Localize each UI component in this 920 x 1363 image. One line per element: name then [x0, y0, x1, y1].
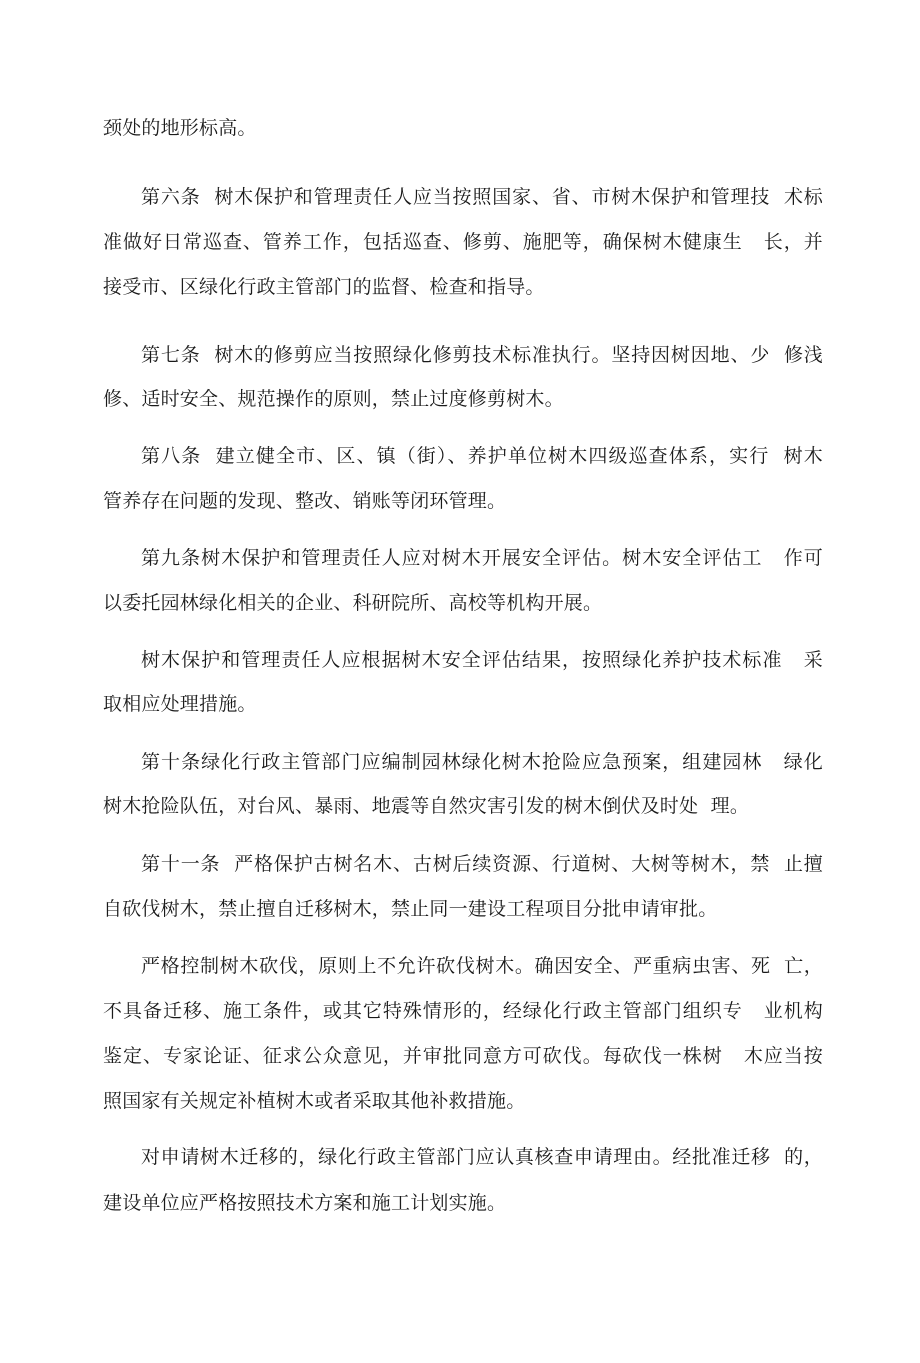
- text-line: 第九条树木保护和管理责任人应对树木开展安全评估。树木安全评估工 作可: [141, 547, 823, 569]
- text-line: 取相应处理措施。: [103, 693, 257, 715]
- text-line: 颈处的地形标高。: [103, 117, 257, 139]
- text-line: 第七条 树木的修剪应当按照绿化修剪技术标准执行。坚持因树因地、少 修浅: [141, 344, 823, 366]
- text-line: 树木抢险队伍，对台风、暴雨、地震等自然灾害引发的树木倒伏及时处 理。: [103, 795, 750, 817]
- text-line: 第六条 树木保护和管理责任人应当按照国家、省、市树木保护和管理技 术标: [141, 186, 823, 208]
- text-line: 修、适时安全、规范操作的原则，禁止过度修剪树木。: [103, 388, 564, 410]
- text-line: 接受市、区绿化行政主管部门的监督、检查和指导。: [103, 276, 545, 298]
- text-line: 对申请树木迁移的，绿化行政主管部门应认真核查申请理由。经批准迁移 的，: [141, 1146, 823, 1168]
- text-line: 照国家有关规定补植树木或者采取其他补救措施。: [103, 1090, 526, 1112]
- text-line: 管养存在问题的发现、整改、销账等闭环管理。: [103, 490, 507, 512]
- text-line: 鉴定、专家论证、征求公众意见，并审批同意方可砍伐。每砍伐一株树 木应当按: [103, 1045, 823, 1067]
- text-line: 不具备迁移、施工条件，或其它特殊情形的，经绿化行政主管部门组织专 业机构: [103, 1000, 823, 1022]
- text-line: 严格控制树木砍伐，原则上不允许砍伐树木。确因安全、严重病虫害、死 亡，: [141, 955, 823, 977]
- text-line: 树木保护和管理责任人应根据树木安全评估结果，按照绿化养护技术标准 采: [141, 649, 823, 671]
- text-line: 第十条绿化行政主管部门应编制园林绿化树木抢险应急预案，组建园林 绿化: [141, 751, 823, 773]
- text-line: 第十一条 严格保护古树名木、古树后续资源、行道树、大树等树木，禁 止擅: [141, 853, 823, 875]
- text-line: 建设单位应严格按照技术方案和施工计划实施。: [103, 1192, 507, 1214]
- text-line: 以委托园林绿化相关的企业、科研院所、高校等机构开展。: [103, 592, 603, 614]
- text-line: 自砍伐树木，禁止擅自迁移树木，禁止同一建设工程项目分批申请审批。: [103, 898, 718, 920]
- text-line: 第八条 建立健全市、区、镇（街）、养护单位树木四级巡查体系，实行 树木: [141, 445, 823, 467]
- text-line: 准做好日常巡查、管养工作，包括巡查、修剪、施肥等，确保树木健康生 长，并: [103, 231, 823, 253]
